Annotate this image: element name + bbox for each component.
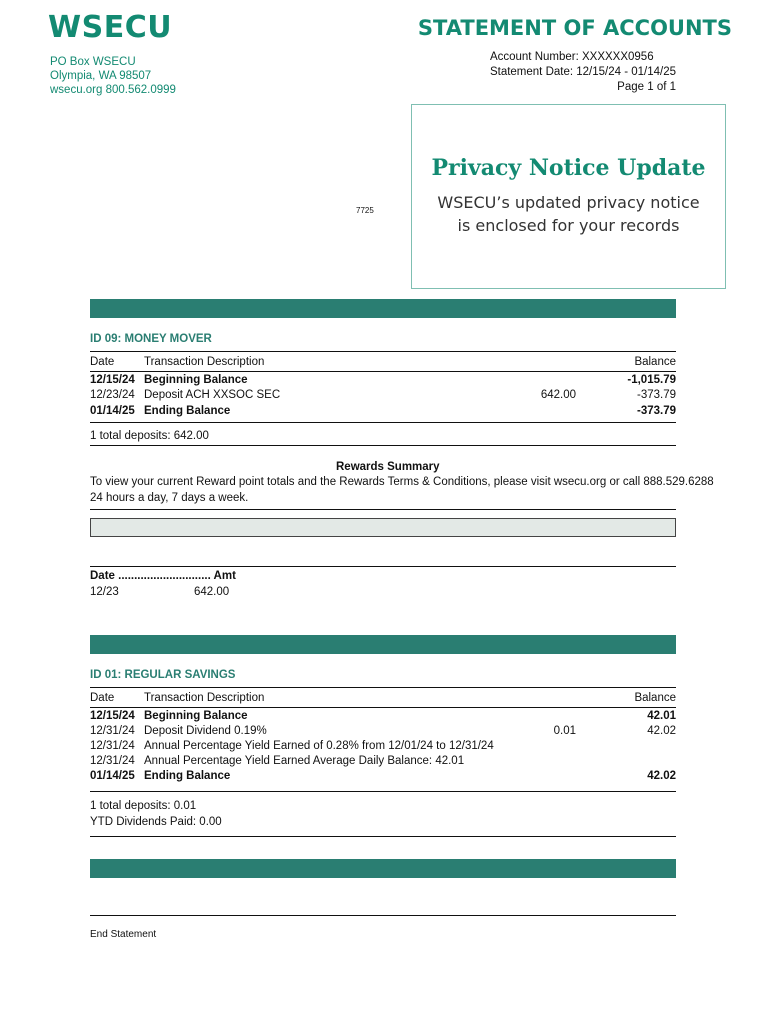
table-row xyxy=(90,373,676,388)
col-description: Transaction Description xyxy=(144,356,265,368)
row-balance: -1,015.79 xyxy=(627,374,676,386)
privacy-notice-line: is enclosed for your records xyxy=(457,216,680,235)
row-balance: -373.79 xyxy=(636,405,676,417)
statement-date: Statement Date: 12/15/24 - 01/14/25 xyxy=(489,66,676,78)
regular-savings-title: ID 01: REGULAR SAVINGS xyxy=(90,669,236,681)
list-date: 12/23 xyxy=(90,586,119,598)
return-address xyxy=(50,55,176,97)
privacy-notice-box xyxy=(411,104,726,289)
rewards-line: To view your current Reward point totals and the Rewards Terms & Conditions, please visit wsecu.org or call 888.529.6288 xyxy=(90,476,714,488)
table-row xyxy=(90,404,676,419)
row-date: 12/31/24 xyxy=(90,755,135,767)
row-description: Beginning Balance xyxy=(144,374,248,386)
row-balance: -373.79 xyxy=(636,389,676,401)
divider xyxy=(90,371,676,372)
dividends-summary: YTD Dividends Paid: 0.00 xyxy=(90,816,222,828)
row-balance: 42.01 xyxy=(647,710,676,722)
table-header xyxy=(90,355,676,370)
privacy-notice-body xyxy=(412,191,725,237)
wsecu-logo: WSECU xyxy=(48,10,173,45)
row-amount: 0.01 xyxy=(553,725,576,737)
address-line: PO Box WSECU xyxy=(50,56,136,68)
account-info xyxy=(490,50,676,80)
divider xyxy=(90,836,676,837)
divider xyxy=(90,915,676,916)
divider xyxy=(90,566,676,567)
end-statement: End Statement xyxy=(90,929,157,940)
row-description: Ending Balance xyxy=(144,770,231,782)
deposits-list-header: Date ............................. Amt xyxy=(90,570,236,582)
privacy-notice-line: WSECU’s updated privacy notice xyxy=(437,193,700,212)
table-row xyxy=(90,388,676,403)
privacy-notice-title: Privacy Notice Update xyxy=(431,155,706,181)
address-line: Olympia, WA 98507 xyxy=(50,70,152,82)
account-number: Account Number: XXXXXX0956 xyxy=(489,51,654,63)
row-date: 12/15/24 xyxy=(90,710,135,722)
row-balance: 42.02 xyxy=(647,770,676,782)
row-description: Deposit ACH XXSOC SEC xyxy=(144,389,281,401)
row-description: Beginning Balance xyxy=(144,710,248,722)
table-row xyxy=(90,724,676,739)
deposit-summary: 1 total deposits: 642.00 xyxy=(90,430,209,442)
row-description: Annual Percentage Yield Earned Average Daily Balance: 42.01 xyxy=(144,755,465,767)
table-row xyxy=(90,754,676,769)
row-date: 12/15/24 xyxy=(90,374,135,386)
table-row xyxy=(90,739,676,754)
table-row xyxy=(90,769,676,784)
divider xyxy=(90,509,676,510)
row-description: Deposit Dividend 0.19% xyxy=(144,725,267,737)
table-row xyxy=(90,709,676,724)
list-amount: 642.00 xyxy=(194,586,230,598)
col-date: Date xyxy=(90,692,115,704)
gray-band xyxy=(90,518,676,537)
row-description: Ending Balance xyxy=(144,405,231,417)
col-date: Date xyxy=(90,356,115,368)
row-date: 12/23/24 xyxy=(90,389,135,401)
money-mover-title: ID 09: MONEY MOVER xyxy=(90,333,212,345)
section-band xyxy=(90,299,676,318)
divider xyxy=(90,791,676,792)
col-description: Transaction Description xyxy=(144,692,265,704)
section-band xyxy=(90,635,676,654)
divider xyxy=(90,445,676,446)
statement-title: STATEMENT OF ACCOUNTS xyxy=(417,16,732,40)
col-balance: Balance xyxy=(634,692,676,704)
mailing-code: 7725 xyxy=(356,206,374,215)
divider xyxy=(90,351,676,352)
list-item xyxy=(90,585,676,600)
divider xyxy=(90,707,676,708)
section-band xyxy=(90,859,676,878)
row-date: 12/31/24 xyxy=(90,725,135,737)
row-date: 01/14/25 xyxy=(90,405,135,417)
row-date: 12/31/24 xyxy=(90,740,135,752)
rewards-title: Rewards Summary xyxy=(336,461,440,473)
col-balance: Balance xyxy=(634,356,676,368)
deposit-summary: 1 total deposits: 0.01 xyxy=(90,800,197,812)
page-indicator: Page 1 of 1 xyxy=(617,81,676,93)
table-header xyxy=(90,691,676,706)
address-line: wsecu.org 800.562.0999 xyxy=(50,84,176,96)
row-description: Annual Percentage Yield Earned of 0.28% from 12/01/24 to 12/31/24 xyxy=(144,740,494,752)
divider xyxy=(90,422,676,423)
row-balance: 42.02 xyxy=(647,725,676,737)
row-amount: 642.00 xyxy=(540,389,576,401)
row-date: 01/14/25 xyxy=(90,770,135,782)
rewards-line: 24 hours a day, 7 days a week. xyxy=(90,492,249,504)
divider xyxy=(90,687,676,688)
